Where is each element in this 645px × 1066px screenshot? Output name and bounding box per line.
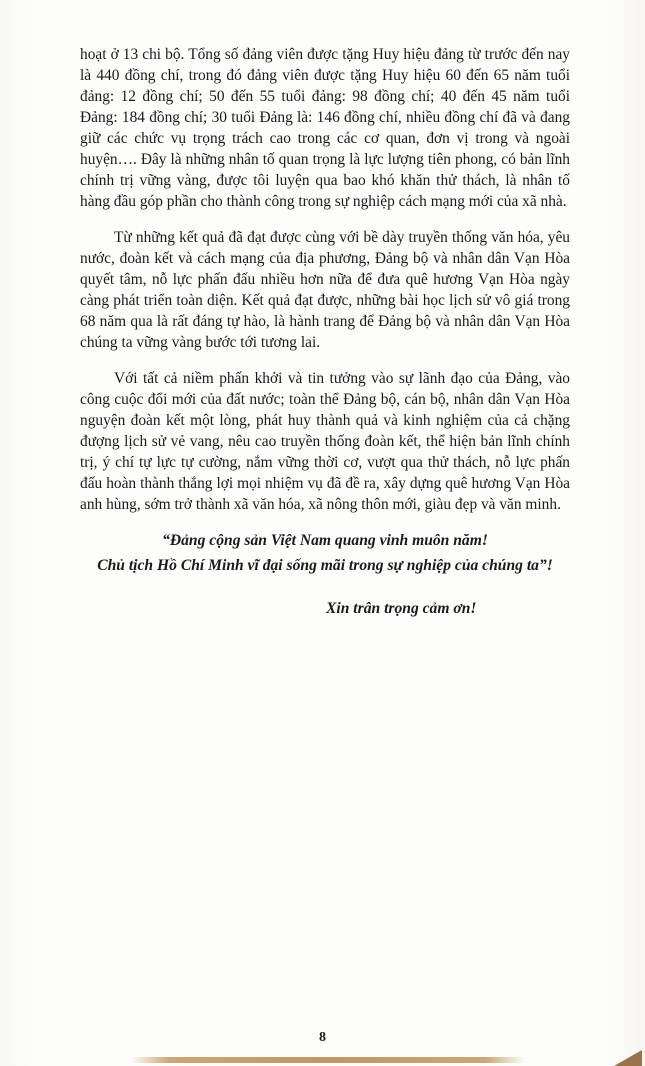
paragraph-1: hoạt ở 13 chi bộ. Tổng số đảng viên được tặng Huy hiệu đảng từ trước đến nay là 440 đồng chí, trong đó đảng viên được tặng Huy hiệu 60 đến 65 năm tuổi đảng: 12 đồng chí; 50 đến 55 tuổi đảng: 98 đồng chí; 40 đến 45 năm tuổi Đảng: 184 đồng chí; 30 tuổi Đảng là: 146 đồng chí, nhiều đồng chí đã và đang giữ các chức vụ trọng trách cao trong các cơ quan, đơn vị trong và ngoài huyện…. Đây là những nhân tố quan trọng là lực lượng tiên phong, có bản lĩnh chính trị vững vàng, được tôi luyện qua bao khó khăn thử thách, là nhân tố hàng đầu góp phần cho thành công trong sự nghiệp cách mạng mới của xã nhà.: [80, 46, 570, 210]
corner-edge-decoration: [614, 1050, 642, 1066]
slogan-line-1: “Đảng cộng sản Việt Nam quang vinh muôn năm!: [162, 532, 488, 549]
paragraph-2: Từ những kết quả đã đạt được cùng với bề dày truyền thống văn hóa, yêu nước, đoàn kết và cách mạng của địa phương, Đảng bộ và nhân dân Vạn Hòa quyết tâm, nỗ lực phấn đấu nhiều hơn nữa để đưa quê hương Vạn Hòa ngày càng phát triển toàn diện. Kết quả đạt được, những bài học lịch sử vô giá trong 68 năm qua là rất đáng tự hào, là hành trang để Đảng bộ và nhân dân Vạn Hòa chúng ta vững vàng bước tới tương lai.: [80, 229, 570, 351]
slogan-line-2: Chủ tịch Hồ Chí Minh vĩ đại sống mãi trong sự nghiệp của chúng ta”!: [97, 557, 553, 574]
closing-thanks: Xin trân trọng cảm ơn!: [326, 600, 477, 617]
body-text: [80, 44, 570, 530]
page-number: 8: [319, 1030, 326, 1045]
closing-slogans: [80, 528, 570, 578]
paragraph-3: Với tất cả niềm phấn khởi và tin tưởng vào sự lãnh đạo của Đảng, vào công cuộc đổi mới của đất nước; toàn thể Đảng bộ, cán bộ, nhân dân Vạn Hòa nguyện đoàn kết một lòng, phát huy thành quả và kinh nghiệm của cả chặng đượng lịch sử vẻ vang, nêu cao truyền thống đoàn kết, thể hiện bản lĩnh chính trị, ý chí tự lực tự cường, nắm vững thời cơ, vượt qua thử thách, nỗ lực phấn đấu hoàn thành thắng lợi mọi nhiệm vụ đã đề ra, xây dựng quê hương Vạn Hòa anh hùng, sớm trở thành xã văn hóa, xã nông thôn mới, giàu đẹp và văn minh.: [80, 370, 570, 513]
book-edge-decoration: [130, 1057, 525, 1063]
